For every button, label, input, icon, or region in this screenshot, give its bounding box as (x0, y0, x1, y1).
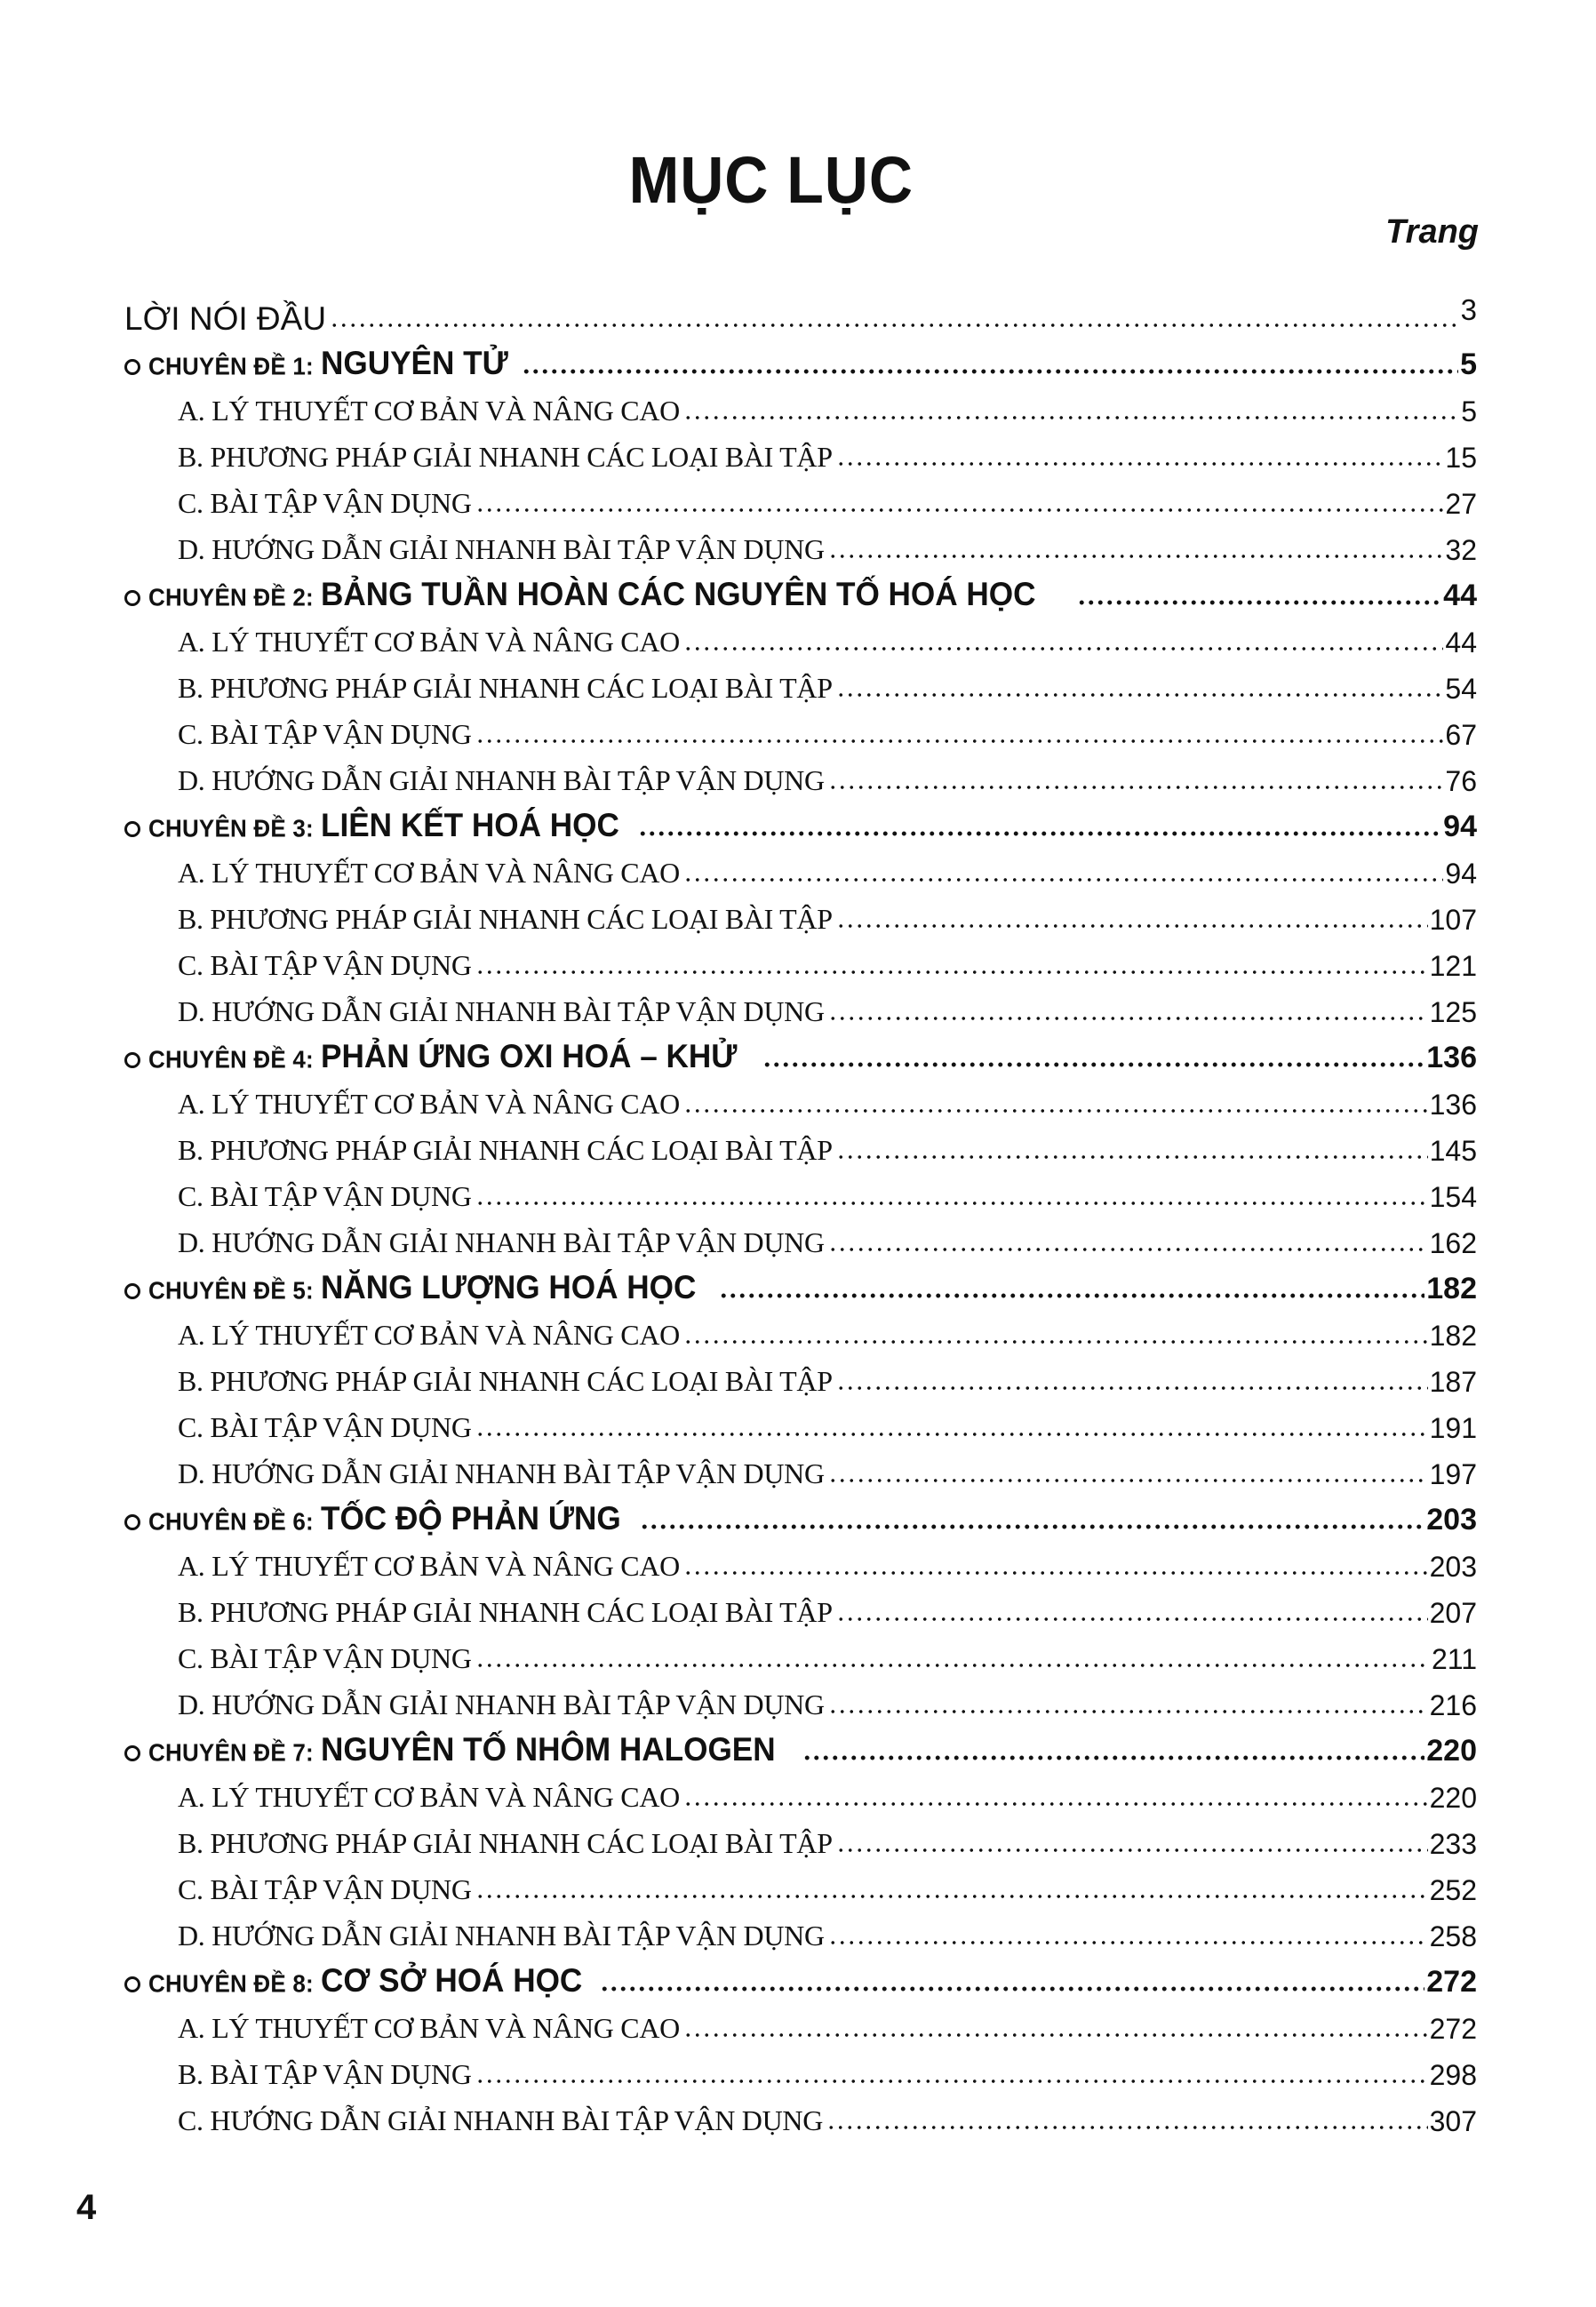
circle-bullet-icon (124, 821, 140, 837)
chapter-prefix: CHUYÊN ĐỀ 7: (148, 1737, 314, 1768)
dot-leader (475, 2077, 1428, 2086)
toc-section-label: C. BÀI TẬP VẬN DỤNG (178, 1642, 472, 1674)
toc-section-label: C. BÀI TẬP VẬN DỤNG (178, 1411, 472, 1443)
dot-leader (475, 1661, 1430, 1670)
toc-section-page: 76 (1445, 765, 1477, 797)
toc-section[interactable] (124, 1677, 1477, 1723)
toc-chapter-page: 94 (1443, 810, 1477, 843)
chapter-prefix: CHUYÊN ĐỀ 6: (148, 1506, 314, 1537)
toc-section-page: 136 (1429, 1089, 1477, 1121)
toc-section-page: 203 (1429, 1551, 1477, 1583)
toc-section-label: A. LÝ THUYẾT CƠ BẢN VÀ NÂNG CAO (178, 2012, 680, 2044)
toc-chapter-2[interactable] (124, 568, 1477, 614)
toc-section-label: C. HƯỚNG DẪN GIẢI NHANH BÀI TẬP VẬN DỤNG (178, 2104, 824, 2136)
toc-section-label: B. BÀI TẬP VẬN DỤNG (178, 2058, 472, 2090)
dot-leader (475, 737, 1444, 746)
toc-section[interactable] (124, 2000, 1477, 2047)
toc-section[interactable] (124, 1307, 1477, 1353)
toc-section-page: 307 (1429, 2105, 1477, 2137)
dot-leader (475, 1199, 1428, 1208)
dot-leader (683, 1800, 1428, 1808)
dot-leader (828, 783, 1444, 792)
toc-section-label: C. BÀI TẬP VẬN DỤNG (178, 949, 472, 981)
circle-bullet-icon (124, 1283, 140, 1299)
toc-chapter-4[interactable] (124, 1030, 1477, 1076)
toc-section-page: 298 (1429, 2059, 1477, 2091)
toc-chapter-page: 220 (1426, 1734, 1477, 1768)
toc-chapter-label (124, 1733, 802, 1766)
toc-section[interactable] (124, 475, 1477, 522)
dot-leader (475, 1892, 1428, 1901)
table-of-contents (124, 291, 1477, 2139)
circle-bullet-icon (124, 1976, 140, 1992)
dot-leader (828, 552, 1444, 561)
toc-section-page: 32 (1445, 534, 1477, 566)
toc-section[interactable] (124, 984, 1477, 1030)
chapter-prefix: CHUYÊN ĐỀ 1: (148, 351, 314, 381)
toc-section-page: 258 (1429, 1920, 1477, 1952)
chapter-prefix: CHUYÊN ĐỀ 5: (148, 1275, 314, 1305)
page-column-label: Trang (1385, 213, 1479, 251)
chapter-prefix: CHUYÊN ĐỀ 3: (148, 813, 314, 843)
dot-leader (330, 321, 1459, 330)
toc-section[interactable] (124, 429, 1477, 475)
toc-section-page: 220 (1429, 1782, 1477, 1814)
toc-section[interactable] (124, 383, 1477, 429)
dot-leader (638, 829, 1441, 838)
dot-leader (522, 367, 1458, 376)
toc-section-page: 5 (1461, 395, 1477, 427)
circle-bullet-icon (124, 590, 140, 606)
toc-section-label: D. HƯỚNG DẪN GIẢI NHANH BÀI TẬP VẬN DỤNG (178, 995, 825, 1027)
toc-section-label: B. PHƯƠNG PHÁP GIẢI NHANH CÁC LOẠI BÀI TẬP (178, 1134, 833, 1166)
toc-section[interactable] (124, 1076, 1477, 1122)
toc-section[interactable] (124, 2093, 1477, 2139)
toc-section-label: B. PHƯƠNG PHÁP GIẢI NHANH CÁC LOẠI BÀI TẬP (178, 672, 833, 704)
toc-chapter-label (124, 1964, 600, 1997)
chapter-title: LIÊN KẾT HOÁ HỌC (320, 807, 619, 843)
toc-chapter-page: 203 (1426, 1503, 1477, 1537)
dot-leader (640, 1522, 1424, 1531)
chapter-list (124, 337, 1477, 2139)
toc-entry-page: 3 (1460, 293, 1477, 326)
toc-section[interactable] (124, 614, 1477, 660)
toc-chapter-label (124, 809, 638, 842)
toc-section[interactable] (124, 1215, 1477, 1261)
circle-bullet-icon (124, 1514, 140, 1530)
dot-leader (600, 1984, 1425, 1993)
toc-section[interactable] (124, 1400, 1477, 1446)
toc-chapter-1[interactable] (124, 337, 1477, 383)
toc-section[interactable] (124, 1585, 1477, 1631)
toc-section-page: 154 (1429, 1181, 1477, 1213)
dot-leader (475, 506, 1444, 515)
toc-section-page: 187 (1429, 1366, 1477, 1398)
toc-section-label: C. BÀI TẬP VẬN DỤNG (178, 718, 472, 750)
toc-entry-label: LỜI NÓI ĐẦU (124, 300, 327, 337)
chapter-title: NGUYÊN TỬ (320, 345, 508, 381)
toc-section[interactable] (124, 753, 1477, 799)
dot-leader (836, 459, 1444, 468)
toc-section[interactable] (124, 1631, 1477, 1677)
toc-section-label: A. LÝ THUYẾT CƠ BẢN VÀ NÂNG CAO (178, 395, 680, 427)
page-number: 4 (76, 2188, 97, 2227)
toc-section-label: D. HƯỚNG DẪN GIẢI NHANH BÀI TẬP VẬN DỤNG (178, 764, 825, 796)
chapter-title: NGUYÊN TỐ NHÔM HALOGEN (320, 1731, 776, 1768)
toc-section-label: A. LÝ THUYẾT CƠ BẢN VÀ NÂNG CAO (178, 1550, 680, 1582)
toc-chapter-8[interactable] (124, 1954, 1477, 2000)
dot-leader (828, 1707, 1428, 1716)
toc-section-page: 162 (1429, 1227, 1477, 1259)
toc-section-label: C. BÀI TẬP VẬN DỤNG (178, 1180, 472, 1212)
toc-section-label: B. PHƯƠNG PHÁP GIẢI NHANH CÁC LOẠI BÀI TẬP (178, 1596, 833, 1628)
dot-leader (828, 1476, 1428, 1485)
dot-leader (683, 875, 1443, 884)
toc-section[interactable] (124, 1862, 1477, 1908)
toc-section-label: C. BÀI TẬP VẬN DỤNG (178, 487, 472, 519)
dot-leader (683, 413, 1459, 422)
toc-section[interactable] (124, 706, 1477, 753)
toc-section[interactable] (124, 660, 1477, 706)
toc-section-label: A. LÝ THUYẾT CƠ BẢN VÀ NÂNG CAO (178, 1088, 680, 1120)
toc-section-page: 125 (1429, 996, 1477, 1028)
dot-leader (836, 1615, 1428, 1624)
toc-section-page: 145 (1429, 1135, 1477, 1167)
circle-bullet-icon (124, 359, 140, 375)
toc-section-page: 233 (1429, 1828, 1477, 1860)
toc-chapter-label (124, 1271, 719, 1304)
toc-section[interactable] (124, 1538, 1477, 1585)
toc-section-page: 54 (1445, 673, 1477, 705)
chapter-title: NĂNG LƯỢNG HOÁ HỌC (320, 1269, 697, 1305)
toc-section-page: 94 (1445, 858, 1477, 890)
toc-chapter-page: 44 (1443, 579, 1477, 612)
toc-section[interactable] (124, 1122, 1477, 1169)
toc-section-label: B. PHƯƠNG PHÁP GIẢI NHANH CÁC LOẠI BÀI TẬP (178, 1365, 833, 1397)
toc-section-page: 27 (1445, 488, 1477, 520)
toc-section-page: 107 (1429, 904, 1477, 936)
dot-leader (683, 2031, 1428, 2040)
toc-section-page: 211 (1431, 1643, 1477, 1675)
toc-chapter-page: 5 (1460, 347, 1477, 381)
toc-section-label: B. PHƯƠNG PHÁP GIẢI NHANH CÁC LOẠI BÀI TẬP (178, 1827, 833, 1859)
toc-section[interactable] (124, 1169, 1477, 1215)
chapter-prefix: CHUYÊN ĐỀ 8: (148, 1968, 314, 1999)
toc-section-page: 67 (1445, 719, 1477, 751)
dot-leader (836, 691, 1444, 699)
dot-leader (1077, 598, 1441, 607)
toc-section-page: 121 (1429, 950, 1477, 982)
dot-leader (683, 1337, 1428, 1346)
toc-chapter-page: 136 (1426, 1041, 1477, 1074)
dot-leader (826, 2123, 1428, 2132)
chapter-title: PHẢN ỨNG OXI HOÁ – KHỬ (320, 1038, 738, 1074)
toc-section[interactable] (124, 1816, 1477, 1862)
toc-section-label: D. HƯỚNG DẪN GIẢI NHANH BÀI TẬP VẬN DỤNG (178, 533, 825, 565)
circle-bullet-icon (124, 1745, 140, 1761)
toc-section[interactable] (124, 1446, 1477, 1492)
toc-section-page: 272 (1429, 2013, 1477, 2045)
dot-leader (719, 1291, 1424, 1300)
toc-section-page: 252 (1429, 1874, 1477, 1906)
dot-leader (683, 1569, 1428, 1577)
toc-section-page: 216 (1429, 1689, 1477, 1721)
toc-section[interactable] (124, 891, 1477, 938)
toc-chapter-5[interactable] (124, 1261, 1477, 1307)
toc-section[interactable] (124, 2047, 1477, 2093)
toc-section-page: 191 (1429, 1412, 1477, 1444)
chapter-title: BẢNG TUẦN HOÀN CÁC NGUYÊN TỐ HOÁ HỌC (320, 576, 1036, 612)
toc-section-label: A. LÝ THUYẾT CƠ BẢN VÀ NÂNG CAO (178, 857, 680, 889)
toc-section-page: 207 (1429, 1597, 1477, 1629)
toc-entry-foreword[interactable] (124, 291, 1477, 337)
dot-leader (683, 644, 1443, 653)
toc-section-label: D. HƯỚNG DẪN GIẢI NHANH BÀI TẬP VẬN DỤNG (178, 1457, 825, 1489)
dot-leader (802, 1753, 1424, 1762)
chapter-title: CƠ SỞ HOÁ HỌC (320, 1962, 583, 1999)
toc-chapter-label (124, 1040, 762, 1073)
toc-section-label: A. LÝ THUYẾT CƠ BẢN VÀ NÂNG CAO (178, 626, 680, 658)
circle-bullet-icon (124, 1052, 140, 1068)
toc-section[interactable] (124, 845, 1477, 891)
dot-leader (828, 1014, 1428, 1023)
toc-section-label: B. PHƯƠNG PHÁP GIẢI NHANH CÁC LOẠI BÀI TẬP (178, 441, 833, 473)
dot-leader (836, 1846, 1428, 1855)
toc-section[interactable] (124, 522, 1477, 568)
toc-section-label: B. PHƯƠNG PHÁP GIẢI NHANH CÁC LOẠI BÀI TẬP (178, 903, 833, 935)
toc-section-page: 197 (1429, 1458, 1477, 1490)
toc-section-label: A. LÝ THUYẾT CƠ BẢN VÀ NÂNG CAO (178, 1781, 680, 1813)
dot-leader (836, 922, 1428, 930)
dot-leader (475, 1430, 1428, 1439)
toc-section-page: 15 (1445, 442, 1477, 474)
toc-section[interactable] (124, 1769, 1477, 1816)
page-title: MỤC LỤC (628, 143, 914, 217)
toc-section-label: D. HƯỚNG DẪN GIẢI NHANH BÀI TẬP VẬN DỤNG (178, 1920, 825, 1952)
chapter-prefix: CHUYÊN ĐỀ 2: (148, 582, 314, 612)
toc-section-page: 182 (1429, 1320, 1477, 1352)
toc-section-label: D. HƯỚNG DẪN GIẢI NHANH BÀI TẬP VẬN DỤNG (178, 1688, 825, 1720)
toc-chapter-7[interactable] (124, 1723, 1477, 1769)
dot-leader (475, 968, 1428, 977)
toc-chapter-3[interactable] (124, 799, 1477, 845)
dot-leader (762, 1060, 1424, 1069)
dot-leader (683, 1106, 1428, 1115)
toc-chapter-page: 272 (1426, 1965, 1477, 1999)
toc-section[interactable] (124, 938, 1477, 984)
dot-leader (828, 1245, 1428, 1254)
chapter-title: TỐC ĐỘ PHẢN ỨNG (320, 1500, 621, 1537)
dot-leader (836, 1384, 1428, 1393)
toc-section[interactable] (124, 1353, 1477, 1400)
toc-section-label: D. HƯỚNG DẪN GIẢI NHANH BÀI TẬP VẬN DỤNG (178, 1226, 825, 1258)
chapter-prefix: CHUYÊN ĐỀ 4: (148, 1044, 314, 1074)
toc-section-page: 44 (1445, 627, 1477, 659)
toc-chapter-page: 182 (1426, 1272, 1477, 1305)
toc-section[interactable] (124, 1908, 1477, 1954)
dot-leader (828, 1938, 1428, 1947)
toc-chapter-label (124, 1502, 640, 1535)
toc-section-label: C. BÀI TẬP VẬN DỤNG (178, 1873, 472, 1905)
toc-chapter-6[interactable] (124, 1492, 1477, 1538)
toc-section-label: A. LÝ THUYẾT CƠ BẢN VÀ NÂNG CAO (178, 1319, 680, 1351)
toc-chapter-label (124, 347, 522, 379)
toc-chapter-label (124, 578, 1077, 611)
dot-leader (836, 1153, 1428, 1161)
